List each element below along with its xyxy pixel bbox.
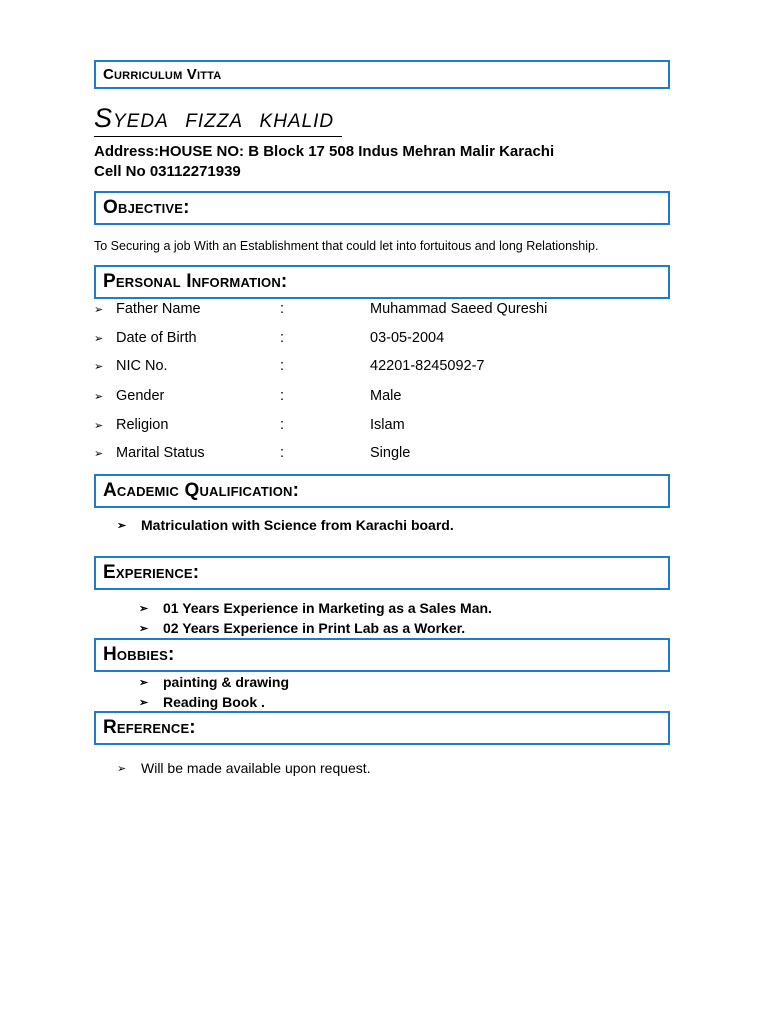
hobby-item: Reading Book . xyxy=(163,694,265,710)
row-colon: : xyxy=(280,301,285,317)
list-item xyxy=(139,618,465,638)
objective-text: To Securing a job With an Establishment that could let into fortuitous and long Relationship. xyxy=(94,239,599,253)
personal-row xyxy=(94,443,654,463)
bullet-arrow-icon: ➢ xyxy=(94,332,104,345)
row-colon: : xyxy=(280,388,285,404)
row-label: Religion xyxy=(116,417,169,433)
bullet-arrow-icon: ➢ xyxy=(94,303,104,316)
personal-row xyxy=(94,299,654,319)
row-label: Gender xyxy=(116,388,165,404)
objective-heading: Objective: xyxy=(103,197,190,218)
bullet-arrow-icon: ➢ xyxy=(139,676,149,689)
personal-row xyxy=(94,415,654,435)
experience-heading: Experience: xyxy=(103,562,200,583)
reference-heading-box xyxy=(94,711,670,745)
row-colon: : xyxy=(280,358,285,374)
cell-line: Cell No 03112271939 xyxy=(94,163,241,180)
list-item xyxy=(139,672,289,692)
list-item xyxy=(139,598,492,618)
row-value: Single xyxy=(370,445,411,461)
bullet-arrow-icon: ➢ xyxy=(94,419,104,432)
row-colon: : xyxy=(280,445,285,461)
row-label: Father Name xyxy=(116,301,201,317)
reference-item: Will be made available upon request. xyxy=(141,760,371,776)
row-label: Date of Birth xyxy=(116,330,197,346)
bullet-arrow-icon: ➢ xyxy=(117,519,127,532)
bullet-arrow-icon: ➢ xyxy=(94,360,104,373)
row-value: Male xyxy=(370,388,402,404)
bullet-arrow-icon: ➢ xyxy=(94,390,104,403)
hobbies-heading: Hobbies: xyxy=(103,644,175,665)
list-item xyxy=(117,758,371,778)
personal-heading-box xyxy=(94,265,670,299)
experience-heading-box xyxy=(94,556,670,590)
row-colon: : xyxy=(280,417,285,433)
reference-heading: Reference: xyxy=(103,717,196,738)
academic-item: Matriculation with Science from Karachi board. xyxy=(141,517,454,533)
objective-heading-box xyxy=(94,191,670,225)
bullet-arrow-icon: ➢ xyxy=(139,622,149,635)
candidate-name: Syeda fizza khalid xyxy=(94,102,342,137)
academic-heading: Academic Qualification: xyxy=(103,480,300,501)
academic-heading-box xyxy=(94,474,670,508)
address-line: Address:HOUSE NO: B Block 17 508 Indus Mehran Malir Karachi xyxy=(94,143,555,160)
experience-item: 02 Years Experience in Print Lab as a Worker. xyxy=(163,620,466,636)
row-value: 42201-8245092-7 xyxy=(370,358,485,374)
row-label: Marital Status xyxy=(116,445,205,461)
cv-title-box xyxy=(94,60,670,89)
bullet-arrow-icon: ➢ xyxy=(139,696,149,709)
bullet-arrow-icon: ➢ xyxy=(117,762,127,775)
bullet-arrow-icon: ➢ xyxy=(139,602,149,615)
personal-heading: Personal Information: xyxy=(103,271,288,292)
list-item xyxy=(117,515,454,535)
hobby-item: painting & drawing xyxy=(163,674,289,690)
row-value: Muhammad Saeed Qureshi xyxy=(370,301,548,317)
row-label: NIC No. xyxy=(116,358,168,374)
personal-row xyxy=(94,356,654,376)
list-item xyxy=(139,692,265,712)
cv-title: Curriculum Vitta xyxy=(103,66,222,83)
personal-row xyxy=(94,328,654,348)
row-colon: : xyxy=(280,330,285,346)
hobbies-heading-box xyxy=(94,638,670,672)
row-value: 03-05-2004 xyxy=(370,330,445,346)
experience-item: 01 Years Experience in Marketing as a Sales Man. xyxy=(163,600,492,616)
personal-row xyxy=(94,386,654,406)
bullet-arrow-icon: ➢ xyxy=(94,447,104,460)
row-value: Islam xyxy=(370,417,405,433)
